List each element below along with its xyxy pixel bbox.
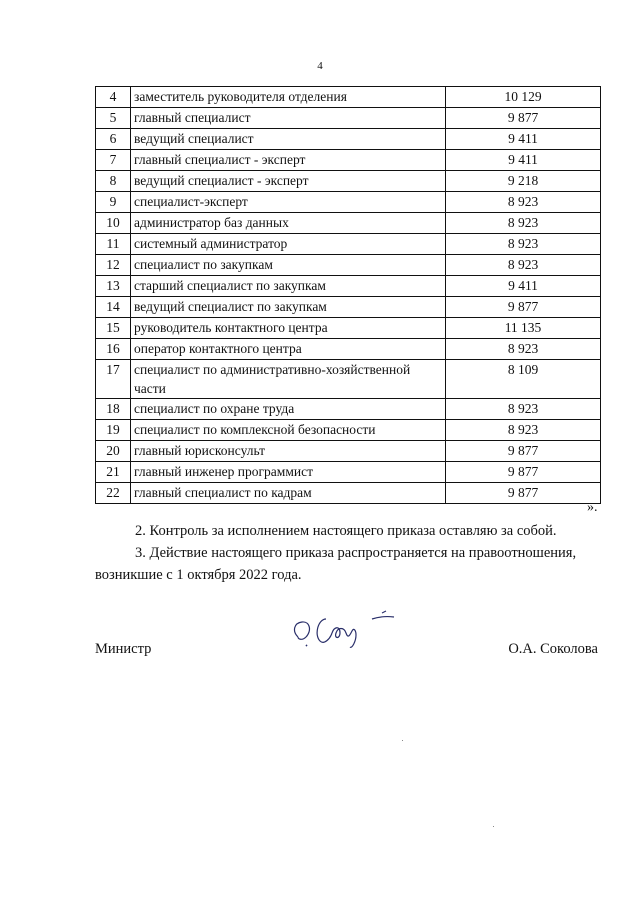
salary-value: 8 923 — [446, 420, 601, 441]
row-number: 8 — [96, 171, 131, 192]
salary-value: 8 923 — [446, 399, 601, 420]
position-title: специалист по комплексной безопасности — [131, 420, 446, 441]
position-title: руководитель контактного центра — [131, 318, 446, 339]
paragraph-effect: 3. Действие настоящего приказа распространяется на правоотношения, возникшие с 1 октября 2022 года. — [95, 545, 577, 583]
scan-speck — [493, 826, 494, 827]
table-row — [96, 483, 601, 504]
row-number: 13 — [96, 276, 131, 297]
salary-value: 8 923 — [446, 255, 601, 276]
row-number: 7 — [96, 150, 131, 171]
table-row — [96, 213, 601, 234]
position-title: главный юрисконсульт — [131, 441, 446, 462]
row-number: 20 — [96, 441, 131, 462]
position-title: специалист по охране труда — [131, 399, 446, 420]
row-number: 22 — [96, 483, 131, 504]
table-row — [96, 87, 601, 108]
salary-value: 9 218 — [446, 171, 601, 192]
row-number: 9 — [96, 192, 131, 213]
salary-table — [95, 86, 601, 504]
salary-value: 8 923 — [446, 234, 601, 255]
table-row — [96, 192, 601, 213]
salary-value: 9 877 — [446, 483, 601, 504]
table-row — [96, 255, 601, 276]
closing-quote: ». — [587, 500, 598, 515]
salary-value: 10 129 — [446, 87, 601, 108]
position-title: специалист по административно-хозяйственной части — [131, 360, 446, 399]
table-row — [96, 297, 601, 318]
table-row — [96, 399, 601, 420]
salary-value: 9 411 — [446, 276, 601, 297]
position-title: специалист по закупкам — [131, 255, 446, 276]
position-title: системный администратор — [131, 234, 446, 255]
row-number: 17 — [96, 360, 131, 399]
position-title: старший специалист по закупкам — [131, 276, 446, 297]
salary-value: 9 411 — [446, 150, 601, 171]
table-row — [96, 462, 601, 483]
row-number: 5 — [96, 108, 131, 129]
signer-position: Министр — [95, 641, 152, 657]
row-number: 10 — [96, 213, 131, 234]
salary-value: 9 877 — [446, 441, 601, 462]
scan-speck — [402, 740, 403, 741]
row-number: 21 — [96, 462, 131, 483]
position-title: оператор контактного центра — [131, 339, 446, 360]
table-row — [96, 108, 601, 129]
table-row — [96, 234, 601, 255]
table-row — [96, 276, 601, 297]
table-row — [96, 171, 601, 192]
row-number: 11 — [96, 234, 131, 255]
table-row — [96, 360, 601, 399]
row-number: 18 — [96, 399, 131, 420]
salary-value: 8 923 — [446, 192, 601, 213]
row-number: 15 — [96, 318, 131, 339]
row-number: 16 — [96, 339, 131, 360]
position-title: ведущий специалист по закупкам — [131, 297, 446, 318]
signer-name: О.А. Соколова — [508, 641, 598, 657]
row-number: 4 — [96, 87, 131, 108]
handwritten-signature — [290, 605, 400, 655]
position-title: ведущий специалист — [131, 129, 446, 150]
position-title: главный инженер программист — [131, 462, 446, 483]
row-number: 12 — [96, 255, 131, 276]
position-title: специалист-эксперт — [131, 192, 446, 213]
position-title: главный специалист - эксперт — [131, 150, 446, 171]
row-number: 14 — [96, 297, 131, 318]
salary-value: 11 135 — [446, 318, 601, 339]
salary-value: 8 923 — [446, 339, 601, 360]
paragraph-control: 2. Контроль за исполнением настоящего приказа оставляю за собой. — [135, 523, 557, 539]
row-number: 19 — [96, 420, 131, 441]
position-title: администратор баз данных — [131, 213, 446, 234]
salary-value: 9 877 — [446, 297, 601, 318]
position-title: заместитель руководителя отделения — [131, 87, 446, 108]
table-row — [96, 150, 601, 171]
table-row — [96, 339, 601, 360]
table-row — [96, 129, 601, 150]
salary-value: 9 411 — [446, 129, 601, 150]
table-row — [96, 420, 601, 441]
salary-value: 9 877 — [446, 108, 601, 129]
salary-value: 9 877 — [446, 462, 601, 483]
salary-value: 8 923 — [446, 213, 601, 234]
table-row — [96, 441, 601, 462]
position-title: ведущий специалист - эксперт — [131, 171, 446, 192]
position-title: главный специалист — [131, 108, 446, 129]
page-number: 4 — [317, 60, 323, 72]
position-title: главный специалист по кадрам — [131, 483, 446, 504]
table-row — [96, 318, 601, 339]
salary-value: 8 109 — [446, 360, 601, 399]
row-number: 6 — [96, 129, 131, 150]
